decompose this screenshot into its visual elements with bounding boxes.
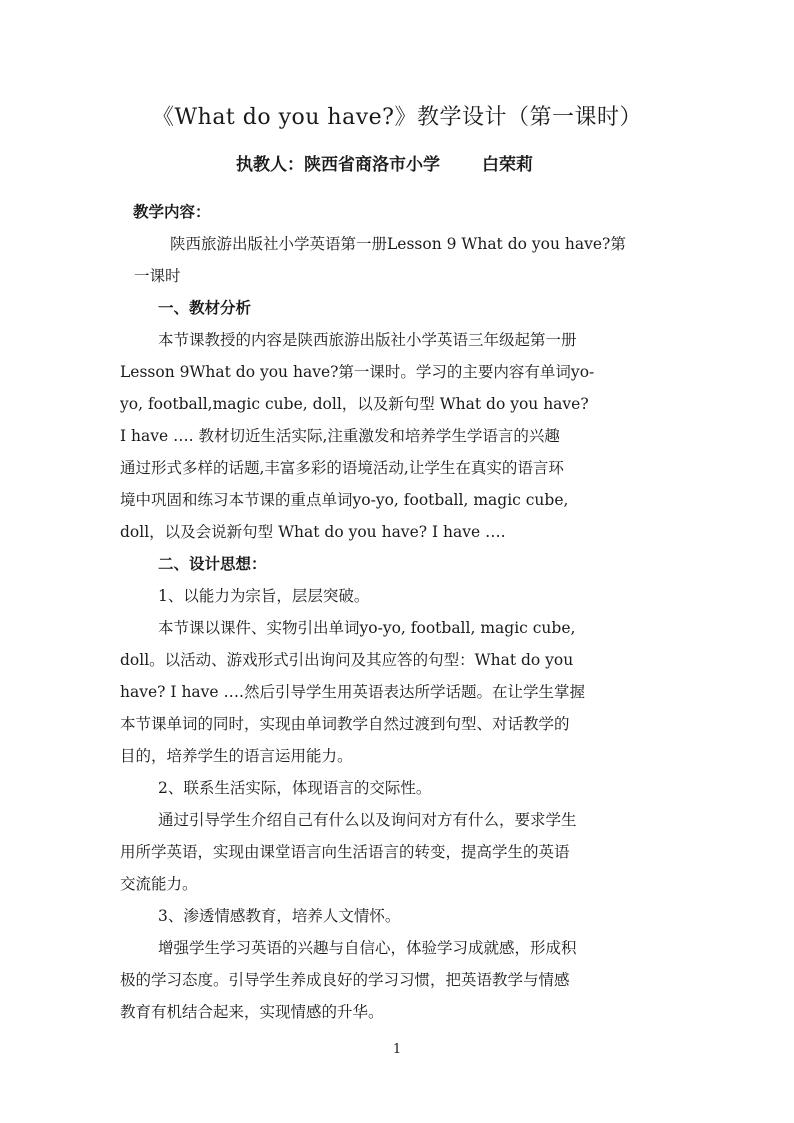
paragraph-line: 3、渗透情感教育，培养人文情怀。 (158, 907, 401, 925)
paragraph-line: doll。以活动、游戏形式引出询问及其应答的句型：What do you (120, 651, 574, 669)
author-name: 白荣莉 (482, 155, 533, 175)
paragraph-line: yo, football,magic cube, doll，以及新句型 What do you have? (120, 395, 589, 413)
paragraph-line: doll，以及会说新句型 What do you have? I have …. (120, 523, 506, 541)
paragraph-line: 本节课单词的同时，实现由单词教学自然过渡到句型、对话教学的 (120, 715, 570, 733)
paragraph-line: 用所学英语，实现由课堂语言向生活语言的转变，提高学生的英语 (120, 843, 570, 861)
page-number: 1 (392, 1042, 402, 1057)
paragraph-line: 一课时 (134, 267, 181, 285)
paragraph-line: 极的学习态度。引导学生养成良好的学习习惯，把英语教学与情感 (120, 971, 570, 989)
paragraph-line: 本节课以课件、实物引出单词yo-yo, football, magic cube, (158, 619, 576, 637)
paragraph-line: have? I have ….然后引导学生用英语表达所学话题。在让学生掌握 (120, 683, 585, 701)
paragraph-line: 1、以能力为宗旨，层层突破。 (158, 587, 370, 605)
paragraph-line: 教育有机结合起来，实现情感的升华。 (120, 1003, 384, 1021)
author-line (236, 150, 533, 175)
paragraph-line: 境中巩固和练习本节课的重点单词yo-yo, football, magic cube, (120, 491, 569, 509)
paragraph-line: I have …. 教材切近生活实际,注重激发和培养学生学语言的兴趣 (120, 427, 560, 445)
paragraph-line: Lesson 9What do you have?第一课时。学习的主要内容有单词yo- (120, 363, 595, 381)
paragraph-line: 增强学生学习英语的兴趣与自信心，体验学习成就感，形成积 (158, 939, 577, 957)
paragraph-line: 陕西旅游出版社小学英语第一册Lesson 9 What do you have?第 (170, 235, 626, 253)
paragraph-line: 交流能力。 (120, 875, 198, 893)
section-heading-content: 教学内容： (133, 202, 211, 221)
section-heading-analysis: 一、教材分析 (158, 298, 252, 317)
author-label: 执教人：陕西省商洛市小学 (236, 155, 440, 175)
document-title: 《What do you have?》教学设计（第一课时） (152, 105, 642, 130)
section-heading-design: 二、设计思想： (158, 554, 267, 573)
paragraph-line: 通过形式多样的话题,丰富多彩的语境活动,让学生在真实的语言环 (120, 459, 564, 477)
paragraph-line: 目的，培养学生的语言运用能力。 (120, 747, 353, 765)
paragraph-line: 2、联系生活实际，体现语言的交际性。 (158, 779, 432, 797)
paragraph-line: 本节课教授的内容是陕西旅游出版社小学英语三年级起第一册 (158, 331, 577, 349)
paragraph-line: 通过引导学生介绍自己有什么以及询问对方有什么，要求学生 (158, 811, 577, 829)
